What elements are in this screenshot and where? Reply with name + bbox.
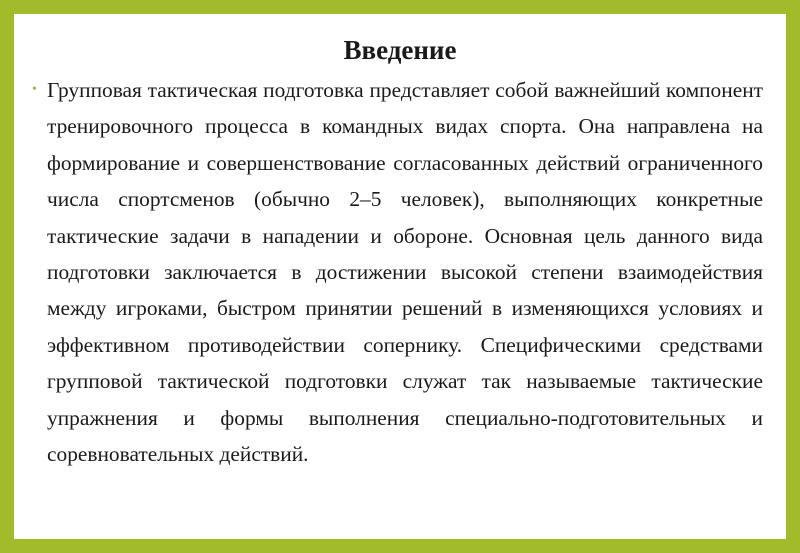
slide-title: Введение xyxy=(343,35,457,65)
body-paragraph: Групповая тактическая подготовка представляет собой важнейший компонент тренировочного процесса в командных видах спорта. Она направлена на формирование и совершенствование согласованных действий ограниченного числа спортсменов (обычно 2–5 человек), выполняющих конкретные тактические задачи в нападении и обороне. Основная цель данного вида подготовки заключается в достижении высокой степени взаимодействия между игроками, быстром принятии решений в изменяющихся условиях и эффективном противодействии сопернику. Специфическими средствами групповой тактической подготовки служат так называемые тактические упражнения и формы выполнения специально-подготовительных и соревновательных действий. xyxy=(47,78,763,467)
slide-panel xyxy=(14,14,786,539)
bullet-icon: • xyxy=(32,82,37,97)
